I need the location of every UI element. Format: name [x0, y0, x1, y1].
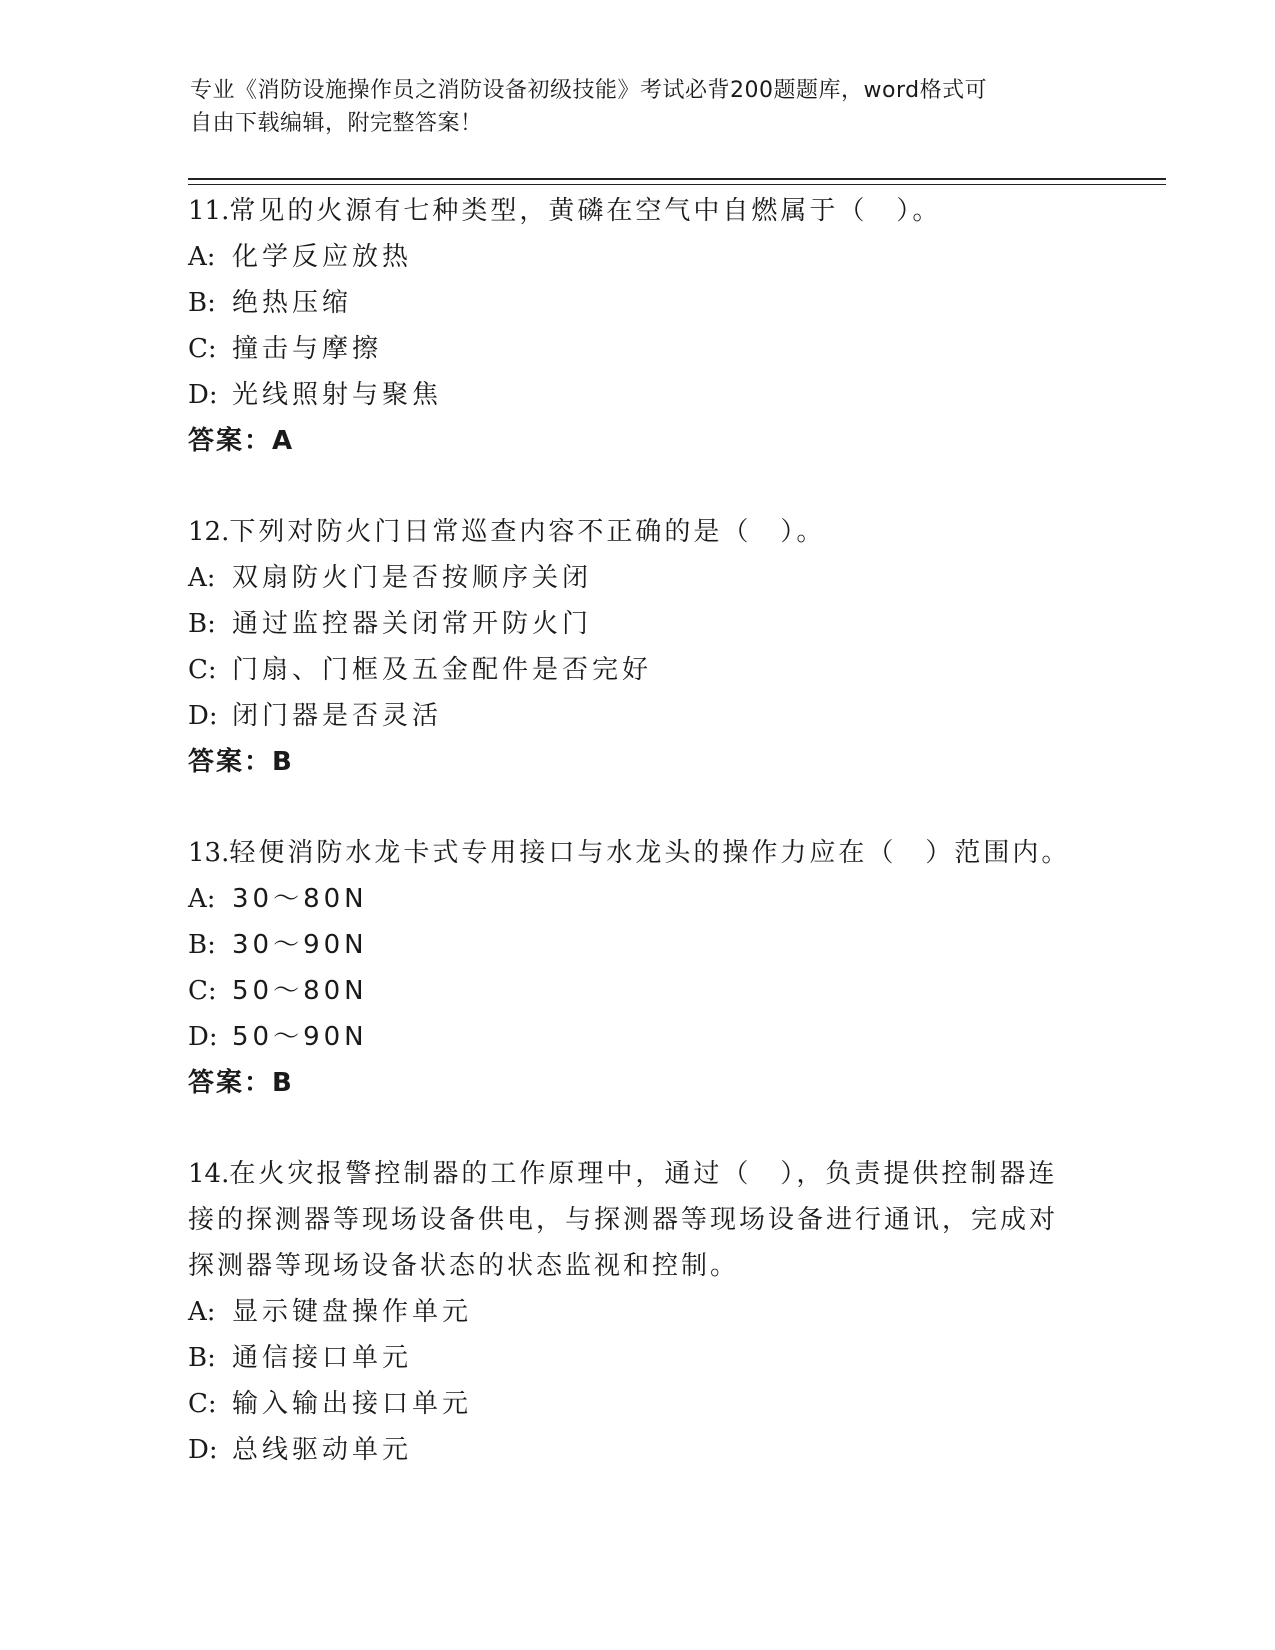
option-d	[188, 372, 1088, 418]
option-b	[188, 601, 1088, 647]
question-stem-text: 轻便消防水龙卡式专用接口与水龙头的操作力应在（ ）范围内。	[229, 838, 1071, 868]
option-letter: B:	[188, 1343, 216, 1373]
option-a	[188, 555, 1088, 601]
question-stem-continued: 接的探测器等现场设备供电，与探测器等现场设备进行通讯，完成对	[188, 1205, 1059, 1235]
question-number: 14.	[188, 1159, 230, 1189]
option-letter: A:	[188, 1297, 216, 1327]
question-stem	[188, 509, 1088, 555]
option-letter: B:	[188, 930, 216, 960]
option-letter: C:	[188, 334, 217, 364]
header-line-2: 自由下载编辑，附完整答案！	[190, 111, 483, 136]
option-text: 30～80N	[232, 884, 368, 914]
option-text: 通过监控器关闭常开防火门	[232, 609, 593, 639]
option-letter: B:	[188, 288, 216, 318]
question-13	[188, 830, 1088, 1106]
option-text: 撞击与摩擦	[232, 334, 383, 364]
option-a	[188, 1289, 1088, 1335]
option-text: 光线照射与聚焦	[232, 380, 443, 410]
option-text: 化学反应放热	[232, 242, 413, 272]
option-letter: C:	[188, 976, 217, 1006]
option-text: 输入输出接口单元	[232, 1389, 473, 1419]
question-stem-text: 在火灾报警控制器的工作原理中，通过（ ），负责提供控制器连	[229, 1159, 1058, 1189]
option-text: 闭门器是否灵活	[232, 701, 443, 731]
option-text: 50～80N	[232, 976, 368, 1006]
question-stem	[188, 1151, 1088, 1197]
question-stem-text: 常见的火源有七种类型，黄磷在空气中自燃属于（ ）。	[229, 196, 942, 226]
option-letter: A:	[188, 884, 216, 914]
option-d	[188, 1014, 1088, 1060]
option-letter: D:	[188, 1022, 218, 1052]
option-text: 30～90N	[232, 930, 368, 960]
option-letter: D:	[188, 1435, 218, 1465]
option-a	[188, 234, 1088, 280]
option-text: 门扇、门框及五金配件是否完好	[232, 655, 653, 685]
header-divider-thick	[188, 178, 1166, 180]
question-stem	[188, 188, 1088, 234]
option-letter: C:	[188, 1389, 217, 1419]
option-text: 双扇防火门是否按顺序关闭	[232, 563, 593, 593]
header-divider-thin	[188, 184, 1166, 185]
option-c	[188, 326, 1088, 372]
option-c	[188, 1381, 1088, 1427]
option-c	[188, 647, 1088, 693]
answer-label: 答案：A	[188, 426, 295, 456]
question-number: 13.	[188, 838, 230, 868]
option-a	[188, 876, 1088, 922]
option-text: 通信接口单元	[232, 1343, 413, 1373]
question-12	[188, 509, 1088, 785]
question-11	[188, 188, 1088, 464]
option-letter: A:	[188, 563, 216, 593]
option-letter: A:	[188, 242, 216, 272]
question-stem-continued: 探测器等现场设备状态的状态监视和控制。	[188, 1251, 740, 1281]
header-line-1: 专业《消防设施操作员之消防设备初级技能》考试必背200题题库，word格式可	[190, 78, 988, 103]
answer-label: 答案：B	[188, 747, 294, 777]
option-letter: B:	[188, 609, 216, 639]
question-number: 11.	[188, 196, 230, 226]
option-text: 总线驱动单元	[232, 1435, 413, 1465]
option-d	[188, 1427, 1088, 1473]
question-stem-text: 下列对防火门日常巡查内容不正确的是（ ）。	[229, 517, 826, 547]
option-c	[188, 968, 1088, 1014]
option-letter: D:	[188, 701, 218, 731]
option-letter: D:	[188, 380, 218, 410]
question-stem	[188, 830, 1088, 876]
option-b	[188, 280, 1088, 326]
option-d	[188, 693, 1088, 739]
option-text: 显示键盘操作单元	[232, 1297, 473, 1327]
option-b	[188, 922, 1088, 968]
question-number: 12.	[188, 517, 230, 547]
answer-label: 答案：B	[188, 1068, 294, 1098]
option-b	[188, 1335, 1088, 1381]
option-letter: C:	[188, 655, 217, 685]
option-text: 50～90N	[232, 1022, 368, 1052]
document-header	[190, 74, 1090, 140]
question-14	[188, 1151, 1088, 1473]
option-text: 绝热压缩	[232, 288, 353, 318]
